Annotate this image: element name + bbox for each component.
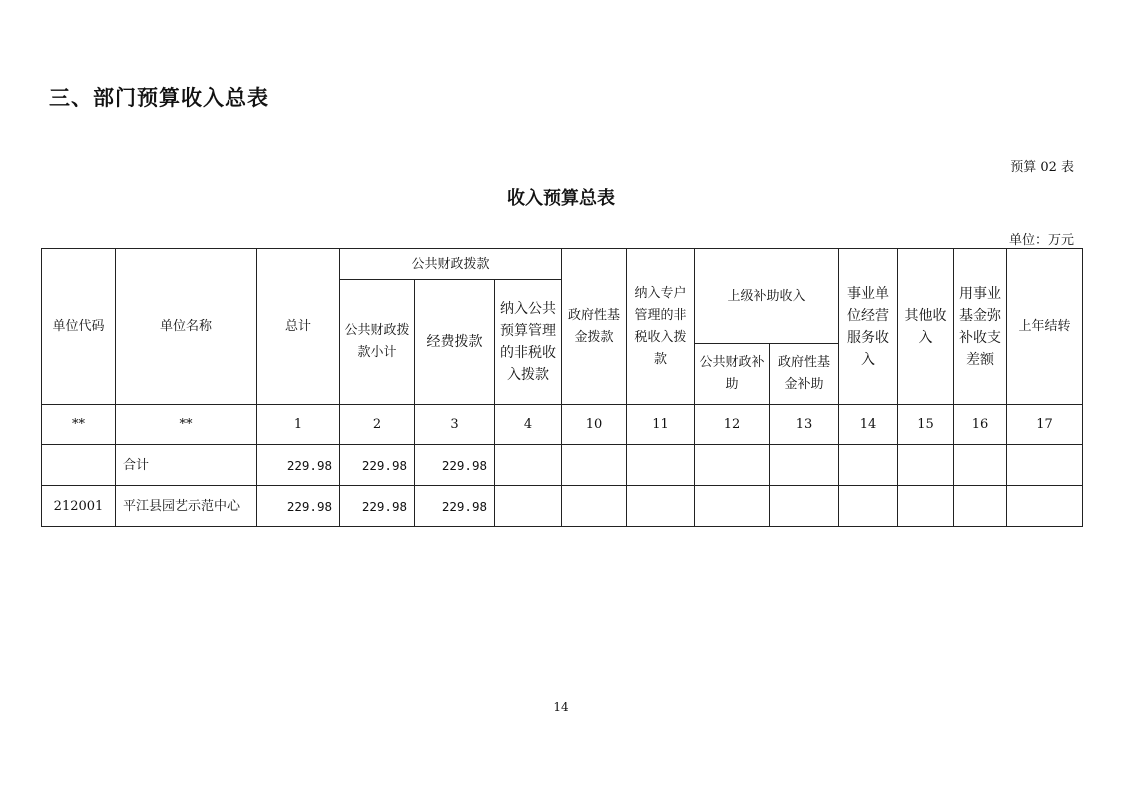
cell-gov-fund-subsidy: [770, 445, 839, 486]
index-cell: 1: [257, 405, 340, 445]
cell-gov-fund-subsidy: [770, 486, 839, 527]
page-number: 14: [553, 700, 569, 714]
header-gov-fund: 政府性基金拨款: [562, 249, 627, 405]
cell-gov-fund: [562, 486, 627, 527]
header-last-year-balance: 上年结转: [1007, 249, 1083, 405]
header-row: [42, 249, 1083, 280]
header-unit-code: 单位代码: [42, 249, 116, 405]
index-cell: 15: [898, 405, 954, 445]
header-superior-subsidy-group: 上级补助收入: [695, 249, 839, 344]
section-title: 三、部门预算收入总表: [49, 86, 269, 110]
cell-expense-allocation: 229.98: [415, 445, 495, 486]
cell-total: 229.98: [257, 486, 340, 527]
index-cell: 17: [1007, 405, 1083, 445]
cell-public-finance-subtotal: 229.98: [340, 486, 415, 527]
header-business-income: 事业单位经营服务收入: [839, 249, 898, 405]
index-cell: **: [42, 405, 116, 445]
income-budget-table: [41, 248, 1083, 527]
cell-public-finance-subsidy: [695, 486, 770, 527]
cell-gov-fund: [562, 445, 627, 486]
cell-public-finance-subsidy: [695, 445, 770, 486]
cell-last-year-balance: [1007, 445, 1083, 486]
header-unit-name: 单位名称: [116, 249, 257, 405]
table-row: [42, 486, 1083, 527]
column-index-row: [42, 405, 1083, 445]
index-cell: 11: [627, 405, 695, 445]
header-public-finance-group: 公共财政拨款: [340, 249, 562, 280]
cell-total: 229.98: [257, 445, 340, 486]
unit-label: 单位：万元: [1008, 233, 1074, 248]
header-nontax-public-budget: 纳入公共预算管理的非税收入拨款: [495, 280, 562, 405]
cell-nontax-public-budget: [495, 486, 562, 527]
table-title: 收入预算总表: [507, 188, 615, 209]
cell-unit-name: 平江县园艺示范中心: [116, 486, 257, 527]
cell-other-income: [898, 486, 954, 527]
cell-unit-code: 212001: [42, 486, 116, 527]
header-total: 总计: [257, 249, 340, 405]
form-code: 预算 02 表: [1010, 160, 1074, 175]
cell-business-income: [839, 486, 898, 527]
index-cell: 13: [770, 405, 839, 445]
table-row-total: [42, 445, 1083, 486]
cell-unit-name: 合计: [116, 445, 257, 486]
cell-public-finance-subtotal: 229.98: [340, 445, 415, 486]
cell-last-year-balance: [1007, 486, 1083, 527]
cell-other-income: [898, 445, 954, 486]
index-cell: 3: [415, 405, 495, 445]
index-cell: **: [116, 405, 257, 445]
cell-nontax-public-budget: [495, 445, 562, 486]
header-expense-allocation: 经费拨款: [415, 280, 495, 405]
cell-nontax-special-account: [627, 445, 695, 486]
cell-fund-offset: [954, 445, 1007, 486]
header-fund-offset: 用事业基金弥补收支差额: [954, 249, 1007, 405]
header-gov-fund-subsidy: 政府性基金补助: [770, 344, 839, 405]
header-nontax-special-account: 纳入专户管理的非税收入拨款: [627, 249, 695, 405]
header-public-finance-subsidy: 公共财政补助: [695, 344, 770, 405]
index-cell: 14: [839, 405, 898, 445]
cell-unit-code: [42, 445, 116, 486]
cell-expense-allocation: 229.98: [415, 486, 495, 527]
cell-business-income: [839, 445, 898, 486]
cell-fund-offset: [954, 486, 1007, 527]
index-cell: 16: [954, 405, 1007, 445]
header-other-income: 其他收入: [898, 249, 954, 405]
header-public-finance-subtotal: 公共财政拨款小计: [340, 280, 415, 405]
cell-nontax-special-account: [627, 486, 695, 527]
index-cell: 10: [562, 405, 627, 445]
index-cell: 2: [340, 405, 415, 445]
index-cell: 4: [495, 405, 562, 445]
index-cell: 12: [695, 405, 770, 445]
